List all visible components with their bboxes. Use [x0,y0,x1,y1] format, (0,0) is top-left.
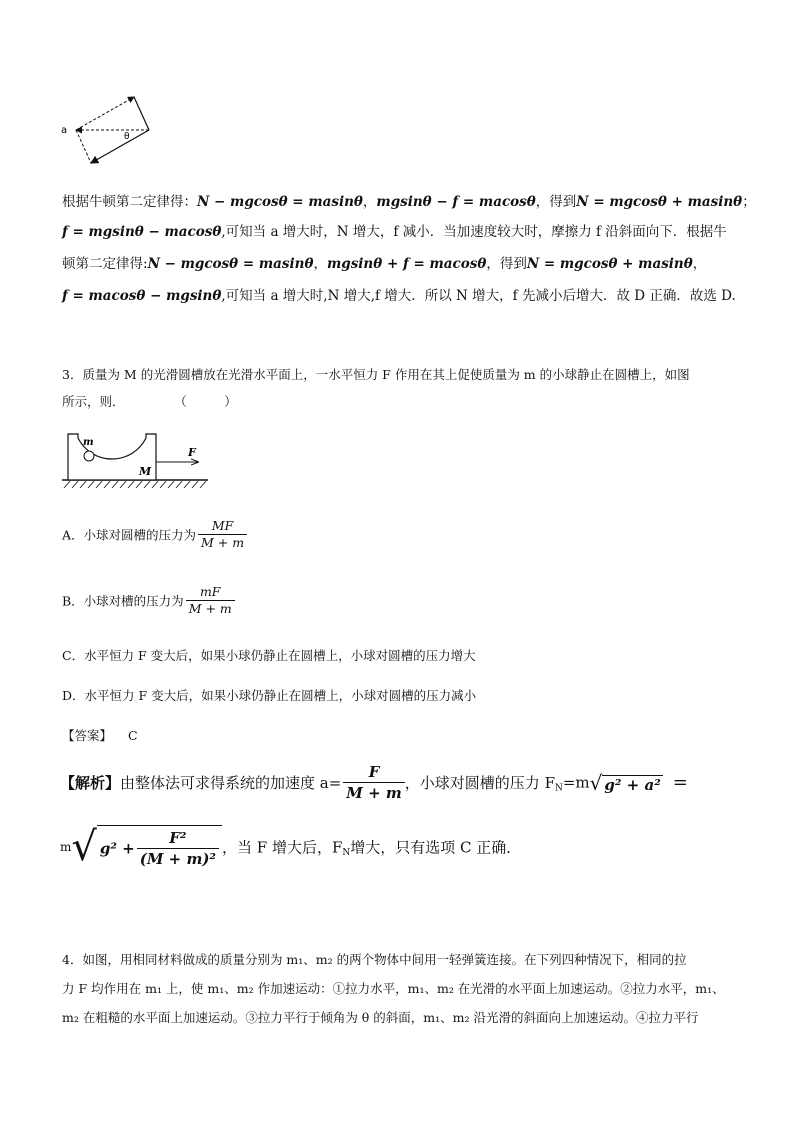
answer-paren: （ ） [180,394,237,409]
q3-stem-line-2: 所示，则． （ ） [62,394,237,409]
para-line-2: f = mgsinθ − macosθ,可知当 a 增大时，N 增大，f 减小．当加速度较大时，摩擦力 f 沿斜面向下．根据牛 [62,224,727,240]
option-d: D．水平恒力 F 变大后，如果小球仍静止在圆槽上，小球对圆槽的压力减小 [62,688,477,703]
q4-line-3: m₂ 在粗糙的水平面上加速运动。③拉力平行于倾角为 θ 的斜面，m₁、m₂ 沿光滑的斜面向上加速运动。④拉力平行 [62,1010,699,1025]
acceleration-fraction: $\frac{F}{M + m}$ [343,762,405,803]
analysis-line-2: m√ g² + $\frac{\text{F²}}{\text{(M + m)²}}$ ，当 F 增大后，$F_N$增大，只有选项 C 正确． [60,824,522,870]
fig-label-m: m [83,437,94,448]
option-a-fraction: $\frac{MF}{M + m}$ [198,518,247,551]
answer-line: 【答案】 C [62,728,138,743]
label-a: a [61,125,68,136]
fig-label-M: M [139,465,152,478]
option-b: B．小球对槽的压力为 $\frac{mF}{M + m}$ [62,584,235,617]
q4-line-2: 力 F 均作用在 m₁ 上，使 m₁、m₂ 作加速运动：①拉力水平，m₁、m₂ 在光滑的水平面上加速运动。②拉力水平，m₁、 [62,981,725,996]
option-c: C．水平恒力 F 变大后，如果小球仍静止在圆槽上，小球对圆槽的压力增大 [62,648,476,663]
sqrt-expression: √ g² + $\frac{\text{F²}}{\text{(M + m)²}}$ [71,824,222,870]
fig-label-F: F [188,446,196,459]
analysis-line-1: 【解析】由整体法可求得系统的加速度 a= $\frac{F}{M + m}$ ，小球对圆槽的压力 $F_N=m√$ g² + a² = [60,763,688,802]
groove-diagram [60,430,210,492]
label-theta: θ [124,132,130,142]
vector-diagram [58,90,158,170]
sqrt-g2-a2: √ g² + a² [589,770,661,795]
para-line-4: f = macosθ − mgsinθ,可知当 a 增大时,N 增大,f 增大．所以 N 增大，f 先减小后增大．故 D 正确．故选 D. [62,288,736,304]
q4-line-1: 4．如图，用相同材料做成的质量分别为 m₁、m₂ 的两个物体中间用一轻弹簧连接。在下列四种情况下，相同的拉 [62,952,687,967]
q3-stem-line-1: 3．质量为 M 的光滑圆槽放在光滑水平面上，一水平恒力 F 作用在其上促使质量为 m 的小球静止在圆槽上，如图 [62,367,690,382]
option-b-fraction: $\frac{mF}{M + m}$ [186,584,235,617]
option-a: A．小球对圆槽的压力为 $\frac{MF}{M + m}$ [62,518,247,551]
sqrt-fraction: $\frac{\text{F²}}{\text{(M + m)²}}$ [137,828,219,869]
para-line-1: 根据牛顿第二定律得：N − mgcosθ = masinθ，mgsinθ − f = macosθ，得到N = mgcosθ + masinθ； [62,194,756,210]
para-line-3: 顿第二定律得:N − mgcosθ = masinθ，mgsinθ + f = macosθ，得到N = mgcosθ + masinθ， [62,256,707,272]
